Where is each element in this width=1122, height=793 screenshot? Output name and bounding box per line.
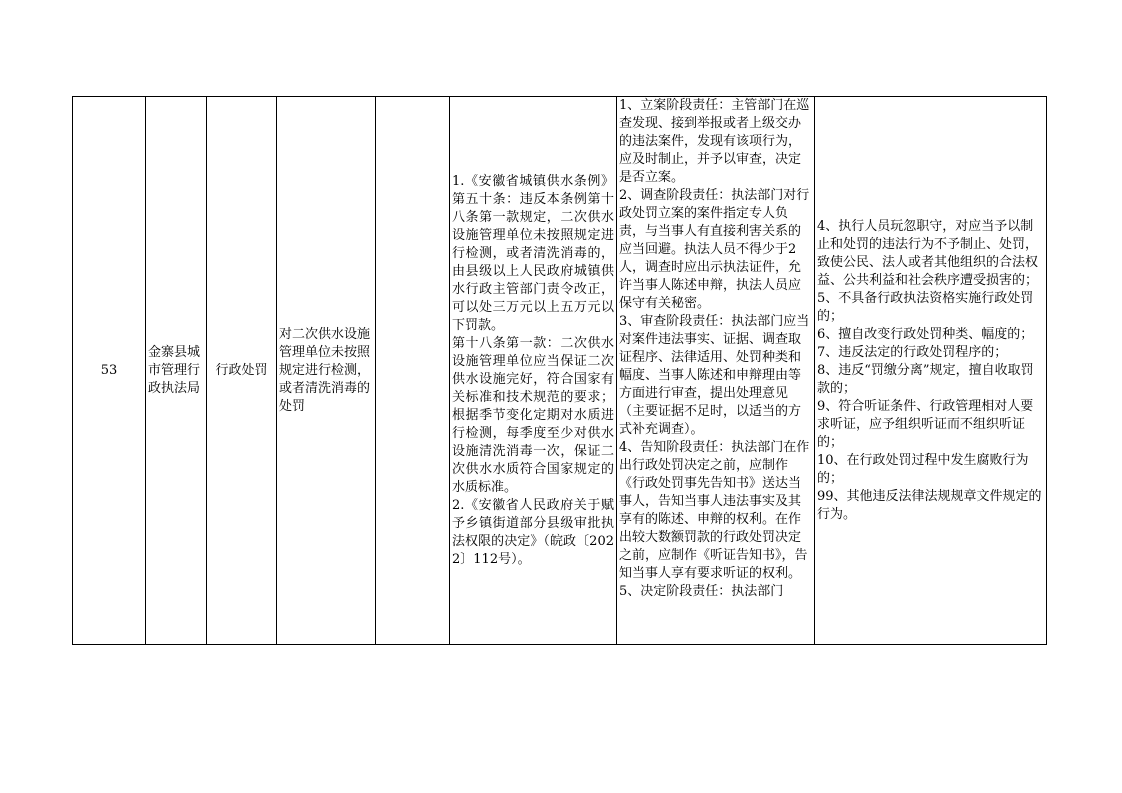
responsibility-cell — [617, 97, 815, 645]
responsibility-paragraph: 1、立案阶段责任：主管部门在巡查发现、接到举报或者上级交办的违法案件，发现有该项行为，应及时制止，并予以审查，决定是否立案。 — [619, 98, 810, 185]
department-cell: 金寨县城市管理行政执法局 — [146, 97, 207, 645]
row-number: 53 — [73, 97, 146, 645]
power-type-cell: 行政处罚 — [207, 97, 277, 645]
accountability-cell — [815, 97, 1047, 645]
accountability-item: 6、擅自改变行政处罚种类、幅度的； — [817, 326, 1034, 342]
accountability-item: 8、违反“罚缴分离”规定，擅自收取罚款的； — [817, 362, 1034, 396]
accountability-item: 4、执行人员玩忽职守，对应当予以制止和处罚的违法行为不予制止、处罚，致使公民、法人或者其他组织的合法权益、公共利益和社会秩序遭受损害的； — [817, 218, 1039, 288]
accountability-item: 9、符合听证条件、行政管理相对人要求听证，应予组织听证而不组织听证的； — [817, 398, 1034, 450]
responsibility-clip — [619, 97, 812, 644]
legal-basis-paragraph: 1.《安徽省城镇供水条例》第五十条：违反本条例第十八条第一款规定，二次供水设施管理单位未按照规定进行检测，或者清洗消毒的，由县级以上人民政府城镇供水行政主管部门责令改正，可以处三万元以上五万元以下罚款。 — [452, 173, 614, 333]
accountability-item: 7、违反法定的行政处罚程序的； — [817, 344, 1008, 360]
accountability-item: 10、在行政处罚过程中发生腐败行为的； — [817, 452, 1029, 486]
power-list-table — [72, 96, 1047, 645]
responsibility-paragraph: 4、告知阶段责任：执法部门在作出行政处罚决定之前，应制作《行政处罚事先告知书》送达当事人，告知当事人违法事实及其享有的陈述、申辩的权利。在作出较大数额罚款的行政处罚决定之前，应制作《听证告知书》，告知当事人享有要求听证的权利。 — [619, 440, 810, 581]
table-row — [73, 97, 1047, 645]
legal-basis-paragraph: 第十八条第一款：二次供水设施管理单位应当保证二次供水设施完好，符合国家有关标准和技术规范的要求；根据季节变化定期对水质进行检测，每季度至少对供水设施清洗消毒一次，保证二次供水水质符合国家规定的水质标准。 — [452, 335, 614, 495]
item-name-cell: 对二次供水设施管理单位未按照规定进行检测，或者清洗消毒的处罚 — [277, 97, 376, 645]
responsibility-paragraph: 2、调查阶段责任：执法部门对行政处罚立案的案件指定专人负责，与当事人有直接利害关系的应当回避。执法人员不得少于2人，调查时应出示执法证件，允许当事人陈述申辩，执法人员应保守有关秘密。 — [619, 188, 810, 311]
responsibility-paragraph: 5、决定阶段责任：执法部门 — [619, 584, 784, 599]
sub-item-cell — [376, 97, 450, 645]
legal-basis-cell — [450, 97, 617, 645]
responsibility-paragraph: 3、审查阶段责任：执法部门应当对案件违法事实、证据、调查取证程序、法律适用、处罚种类和幅度、当事人陈述和申辩理由等方面进行审查，提出处理意见（主要证据不足时，以适当的方式补充调查）。 — [619, 314, 810, 437]
accountability-item: 5、不具备行政执法资格实施行政处罚的； — [817, 290, 1034, 324]
legal-basis-paragraph: 2.《安徽省人民政府关于赋予乡镇街道部分县级审批执法权限的决定》（皖政〔2022〕112号）。 — [452, 497, 614, 567]
accountability-item: 99、其他违反法律法规规章文件规定的行为。 — [817, 488, 1042, 522]
